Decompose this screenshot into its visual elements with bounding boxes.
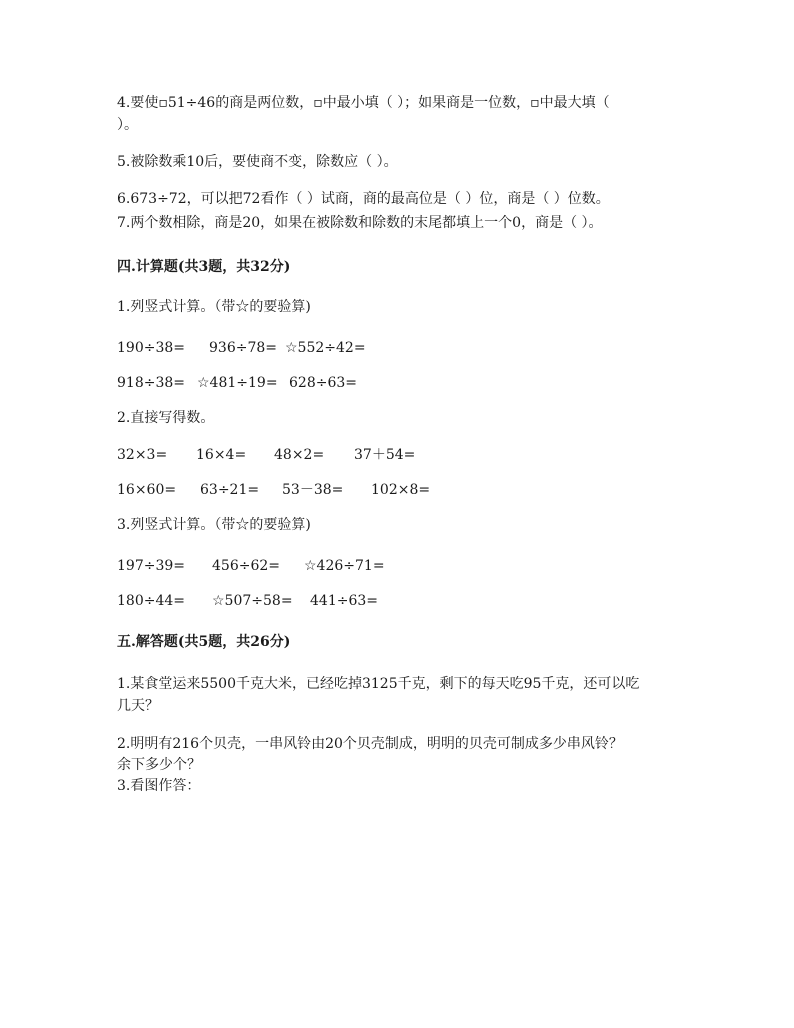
- expression: ☆481÷19=: [197, 375, 278, 391]
- section-5-heading: 五.解答题(共5题，共26分): [117, 634, 291, 650]
- expression: 16×4=: [196, 447, 247, 463]
- question-7: 7.两个数相除，商是20，如果在被除数和除数的末尾都填上一个0，商是（ ）。: [117, 215, 603, 231]
- question-6: 6.673÷72，可以把72看作（ ）试商，商的最高位是（ ）位，商是（ ）位数。: [117, 191, 610, 207]
- expression: 936÷78=: [209, 340, 277, 356]
- expression: 63÷21=: [200, 482, 260, 498]
- section-5-question-2-line2: 余下多少个？: [117, 757, 201, 773]
- question-4-line2: ）。: [117, 117, 138, 133]
- expression: 197÷39=: [117, 558, 185, 574]
- expression: 53－38=: [282, 482, 344, 498]
- expression: 180÷44=: [117, 593, 185, 609]
- expression: 628÷63=: [289, 375, 357, 391]
- expression: 441÷63=: [310, 593, 378, 609]
- section-5-question-1-line2: 几天？: [117, 698, 159, 714]
- question-4-line1: 4.要使▫51÷46的商是两位数，▫中最小填（ ）；如果商是一位数，▫中最大填（: [117, 95, 610, 111]
- expression: 37＋54=: [354, 447, 416, 463]
- expression: ☆507÷58=: [212, 593, 293, 609]
- expression: 102×8=: [371, 482, 431, 498]
- expression: 918÷38=: [117, 375, 185, 391]
- expression: 456÷62=: [212, 558, 280, 574]
- expression: ☆552÷42=: [285, 340, 366, 356]
- expression: 32×3=: [117, 447, 168, 463]
- expression: 190÷38=: [117, 340, 185, 356]
- section-4-problem-1-title: 1.列竖式计算。（带☆的要验算): [117, 299, 311, 315]
- section-4-heading: 四.计算题(共3题，共32分): [117, 259, 291, 275]
- section-4-problem-2-title: 2.直接写得数。: [117, 410, 215, 426]
- expression: ☆426÷71=: [304, 558, 385, 574]
- expression: 16×60=: [117, 482, 177, 498]
- question-5: 5.被除数乘10后，要使商不变，除数应（ ）。: [117, 154, 398, 170]
- expression: 48×2=: [274, 447, 325, 463]
- section-5-question-1-line1: 1.某食堂运来5500千克大米，已经吃掉3125千克，剩下的每天吃95千克，还可以吃: [117, 676, 640, 692]
- section-5-question-3: 3.看图作答：: [117, 778, 201, 794]
- section-4-problem-3-title: 3.列竖式计算。（带☆的要验算): [117, 517, 311, 533]
- section-5-question-2-line1: 2.明明有216个贝壳，一串风铃由20个贝壳制成，明明的贝壳可制成多少串风铃？: [117, 736, 623, 752]
